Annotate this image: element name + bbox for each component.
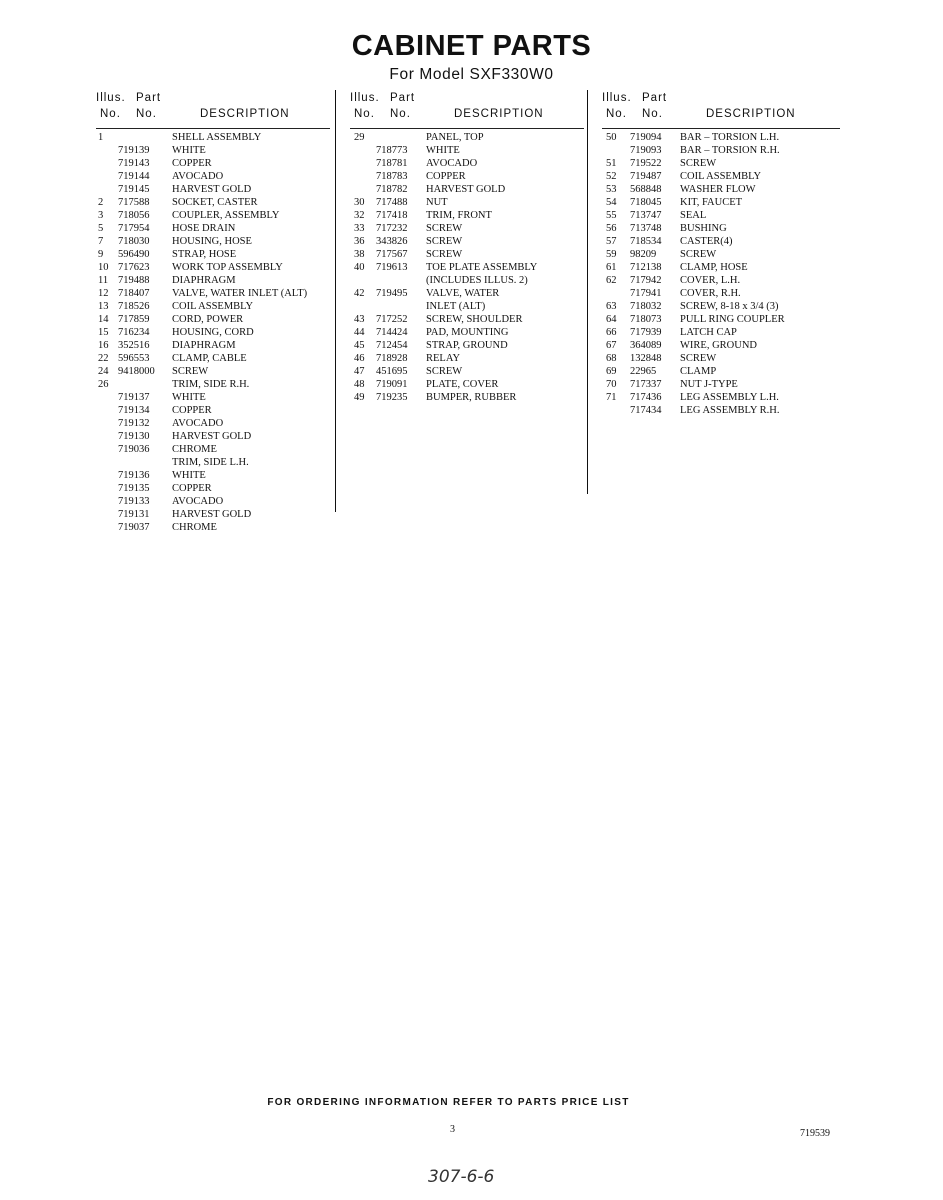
part-description: WHITE — [426, 145, 460, 156]
part-description: LEG ASSEMBLY R.H. — [680, 405, 780, 416]
page-number: 3 — [450, 1124, 455, 1135]
illus-number: 54 — [606, 197, 617, 208]
part-description: HARVEST GOLD — [426, 184, 506, 195]
part-description: COVER, R.H. — [680, 288, 741, 299]
parts-column-3 — [602, 92, 840, 417]
parts-row — [96, 378, 330, 391]
illus-number: 44 — [354, 327, 365, 338]
parts-row — [602, 235, 840, 248]
part-number: 719137 — [118, 392, 150, 403]
illus-number: 1 — [98, 132, 104, 143]
parts-row — [602, 365, 840, 378]
part-number: 718773 — [376, 145, 408, 156]
part-number: 719495 — [376, 288, 408, 299]
part-description: CLAMP, HOSE — [680, 262, 748, 273]
part-number: 568848 — [630, 184, 662, 195]
parts-row — [602, 404, 840, 417]
header-part-label: Part — [390, 92, 416, 104]
part-number: 719094 — [630, 132, 662, 143]
header-illus-no-label: No. — [606, 108, 627, 120]
part-description: COUPLER, ASSEMBLY — [172, 210, 280, 221]
parts-list — [350, 131, 584, 404]
parts-row — [96, 313, 330, 326]
illus-number: 70 — [606, 379, 617, 390]
parts-row — [96, 469, 330, 482]
part-description: COVER, L.H. — [680, 275, 741, 286]
part-description: SOCKET, CASTER — [172, 197, 258, 208]
part-number: 712138 — [630, 262, 662, 273]
illus-number: 68 — [606, 353, 617, 364]
parts-row — [602, 378, 840, 391]
parts-row — [96, 482, 330, 495]
part-number: 718928 — [376, 353, 408, 364]
part-number: 596490 — [118, 249, 150, 260]
parts-row — [602, 196, 840, 209]
part-description: PAD, MOUNTING — [426, 327, 509, 338]
part-number: 132848 — [630, 353, 662, 364]
column-divider-1 — [335, 90, 336, 512]
part-description: WHITE — [172, 392, 206, 403]
header-description-label: DESCRIPTION — [200, 108, 290, 120]
part-number: 718073 — [630, 314, 662, 325]
column-header — [96, 92, 330, 129]
parts-row — [96, 248, 330, 261]
part-description: CLAMP — [680, 366, 717, 377]
parts-row — [350, 300, 584, 313]
column-divider-2 — [587, 90, 588, 494]
part-description: AVOCADO — [426, 158, 478, 169]
part-number: 719131 — [118, 509, 150, 520]
part-description: TRIM, FRONT — [426, 210, 492, 221]
part-number: 22965 — [630, 366, 657, 377]
part-description: COPPER — [172, 405, 212, 416]
illus-number: 15 — [98, 327, 109, 338]
illus-number: 42 — [354, 288, 365, 299]
parts-row — [96, 521, 330, 534]
illus-number: 5 — [98, 223, 104, 234]
illus-number: 26 — [98, 379, 109, 390]
part-number: 717954 — [118, 223, 150, 234]
part-description: BAR – TORSION R.H. — [680, 145, 780, 156]
part-number: 717434 — [630, 405, 662, 416]
part-description: VALVE, WATER INLET (ALT) — [172, 288, 308, 299]
part-description: COPPER — [172, 158, 212, 169]
parts-row — [96, 209, 330, 222]
parts-row — [96, 508, 330, 521]
parts-row — [602, 287, 840, 300]
part-description: VALVE, WATER — [426, 288, 500, 299]
part-description: SCREW — [426, 249, 463, 260]
illus-number: 36 — [354, 236, 365, 247]
part-description: NUT J-TYPE — [680, 379, 738, 390]
part-number: 343826 — [376, 236, 408, 247]
illus-number: 33 — [354, 223, 365, 234]
parts-row — [602, 339, 840, 352]
illus-number: 59 — [606, 249, 617, 260]
part-description: PLATE, COVER — [426, 379, 499, 390]
part-number: 717859 — [118, 314, 150, 325]
header-part-no-label: No. — [136, 108, 157, 120]
part-number: 718534 — [630, 236, 662, 247]
part-number: 717418 — [376, 210, 408, 221]
part-number: 717337 — [630, 379, 662, 390]
illus-number: 63 — [606, 301, 617, 312]
illus-number: 3 — [98, 210, 104, 221]
header-description-label: DESCRIPTION — [454, 108, 544, 120]
parts-row — [602, 391, 840, 404]
part-number: 712454 — [376, 340, 408, 351]
part-description: TRIM, SIDE R.H. — [172, 379, 250, 390]
part-description: SHELL ASSEMBLY — [172, 132, 262, 143]
parts-row — [350, 261, 584, 274]
column-header — [350, 92, 584, 129]
parts-row — [96, 157, 330, 170]
part-description: WORK TOP ASSEMBLY — [172, 262, 283, 273]
part-number: 717252 — [376, 314, 408, 325]
part-description: CHROME — [172, 522, 217, 533]
part-number: 719130 — [118, 431, 150, 442]
header-description-label: DESCRIPTION — [706, 108, 796, 120]
part-description: HOUSING, CORD — [172, 327, 254, 338]
part-description: AVOCADO — [172, 171, 224, 182]
part-description: HOUSING, HOSE — [172, 236, 252, 247]
ordering-info-footer: FOR ORDERING INFORMATION REFER TO PARTS PRICE LIST — [267, 1097, 630, 1108]
parts-row — [350, 365, 584, 378]
parts-row — [96, 365, 330, 378]
illus-number: 10 — [98, 262, 109, 273]
parts-row — [602, 157, 840, 170]
part-number: 718526 — [118, 301, 150, 312]
parts-row — [602, 170, 840, 183]
part-description: AVOCADO — [172, 496, 224, 507]
parts-row — [96, 261, 330, 274]
illus-number: 2 — [98, 197, 104, 208]
illus-number: 46 — [354, 353, 365, 364]
part-number: 596553 — [118, 353, 150, 364]
parts-column-1 — [96, 92, 330, 534]
part-number: 719135 — [118, 483, 150, 494]
parts-row — [96, 144, 330, 157]
parts-row — [96, 430, 330, 443]
part-description: PULL RING COUPLER — [680, 314, 785, 325]
parts-row — [96, 235, 330, 248]
part-number: 717232 — [376, 223, 408, 234]
part-description: HARVEST GOLD — [172, 431, 252, 442]
part-number: 717939 — [630, 327, 662, 338]
illus-number: 51 — [606, 158, 617, 169]
parts-row — [350, 378, 584, 391]
illus-number: 53 — [606, 184, 617, 195]
part-description: BUSHING — [680, 223, 727, 234]
parts-row — [350, 326, 584, 339]
illus-number: 16 — [98, 340, 109, 351]
illus-number: 43 — [354, 314, 365, 325]
part-description: HARVEST GOLD — [172, 184, 252, 195]
part-number: 713748 — [630, 223, 662, 234]
part-description: LEG ASSEMBLY L.H. — [680, 392, 779, 403]
parts-row — [96, 300, 330, 313]
parts-row — [602, 313, 840, 326]
part-number: 716234 — [118, 327, 150, 338]
illus-number: 7 — [98, 236, 104, 247]
parts-row — [602, 144, 840, 157]
parts-row — [96, 170, 330, 183]
parts-row — [96, 274, 330, 287]
part-number: 719134 — [118, 405, 150, 416]
illus-number: 38 — [354, 249, 365, 260]
header-part-no-label: No. — [642, 108, 663, 120]
part-description: CLAMP, CABLE — [172, 353, 247, 364]
header-part-no-label: No. — [390, 108, 411, 120]
illus-number: 67 — [606, 340, 617, 351]
part-description: LATCH CAP — [680, 327, 737, 338]
part-description: CHROME — [172, 444, 217, 455]
parts-row — [350, 339, 584, 352]
illus-number: 9 — [98, 249, 104, 260]
header-illus-label: Illus. — [350, 92, 380, 104]
parts-row — [96, 196, 330, 209]
illus-number: 50 — [606, 132, 617, 143]
illus-number: 64 — [606, 314, 617, 325]
parts-column-2 — [350, 92, 584, 404]
parts-row — [350, 170, 584, 183]
parts-row — [96, 287, 330, 300]
parts-row — [350, 248, 584, 261]
part-number: 719487 — [630, 171, 662, 182]
part-description: CASTER(4) — [680, 236, 733, 247]
illus-number: 24 — [98, 366, 109, 377]
part-number: 719091 — [376, 379, 408, 390]
illus-number: 40 — [354, 262, 365, 273]
part-description: SCREW — [172, 366, 209, 377]
part-description: BAR – TORSION L.H. — [680, 132, 780, 143]
part-description: TOE PLATE ASSEMBLY — [426, 262, 538, 273]
illus-number: 52 — [606, 171, 617, 182]
part-description: HOSE DRAIN — [172, 223, 236, 234]
part-description: SCREW, 8-18 x 3/4 (3) — [680, 301, 779, 312]
part-number: 98209 — [630, 249, 657, 260]
parts-row — [602, 222, 840, 235]
part-number: 718781 — [376, 158, 408, 169]
part-description: WHITE — [172, 470, 206, 481]
parts-row — [350, 391, 584, 404]
part-number: 719093 — [630, 145, 662, 156]
part-description: DIAPHRAGM — [172, 275, 236, 286]
parts-row — [350, 209, 584, 222]
part-description: PANEL, TOP — [426, 132, 484, 143]
illus-number: 29 — [354, 132, 365, 143]
parts-row — [96, 391, 330, 404]
parts-row — [96, 339, 330, 352]
part-number: 719133 — [118, 496, 150, 507]
column-header — [602, 92, 840, 129]
illus-number: 45 — [354, 340, 365, 351]
parts-row — [350, 157, 584, 170]
parts-row — [350, 274, 584, 287]
part-description: SCREW — [426, 366, 463, 377]
parts-row — [602, 209, 840, 222]
parts-row — [602, 261, 840, 274]
part-description: STRAP, GROUND — [426, 340, 508, 351]
header-part-label: Part — [136, 92, 162, 104]
part-number: 717941 — [630, 288, 662, 299]
part-number: 719613 — [376, 262, 408, 273]
illus-number: 56 — [606, 223, 617, 234]
parts-row — [350, 352, 584, 365]
parts-row — [96, 404, 330, 417]
part-number: 719145 — [118, 184, 150, 195]
part-description: RELAY — [426, 353, 461, 364]
part-number: 717623 — [118, 262, 150, 273]
part-description: (INCLUDES ILLUS. 2) — [426, 275, 528, 286]
parts-row — [96, 417, 330, 430]
illus-number: 49 — [354, 392, 365, 403]
illus-number: 62 — [606, 275, 617, 286]
illus-number: 48 — [354, 379, 365, 390]
part-number: 717942 — [630, 275, 662, 286]
parts-row — [96, 183, 330, 196]
illus-number: 61 — [606, 262, 617, 273]
part-number: 719235 — [376, 392, 408, 403]
part-number: 364089 — [630, 340, 662, 351]
part-description: INLET (ALT) — [426, 301, 486, 312]
part-number: 718056 — [118, 210, 150, 221]
part-description: WIRE, GROUND — [680, 340, 757, 351]
part-number: 719036 — [118, 444, 150, 455]
header-part-label: Part — [642, 92, 668, 104]
part-number: 719522 — [630, 158, 662, 169]
part-number: 718782 — [376, 184, 408, 195]
page-title: CABINET PARTS — [351, 30, 592, 62]
part-number: 718783 — [376, 171, 408, 182]
part-description: WHITE — [172, 145, 206, 156]
illus-number: 71 — [606, 392, 617, 403]
header-illus-label: Illus. — [602, 92, 632, 104]
illus-number: 57 — [606, 236, 617, 247]
part-number: 719037 — [118, 522, 150, 533]
parts-row — [96, 456, 330, 469]
part-number: 719132 — [118, 418, 150, 429]
header-illus-label: Illus. — [96, 92, 126, 104]
model-subtitle: For Model SXF330W0 — [389, 66, 554, 83]
illus-number: 13 — [98, 301, 109, 312]
part-number: 719143 — [118, 158, 150, 169]
parts-row — [350, 313, 584, 326]
parts-row — [350, 222, 584, 235]
illus-number: 47 — [354, 366, 365, 377]
parts-row — [602, 300, 840, 313]
part-description: HARVEST GOLD — [172, 509, 252, 520]
part-number: 717588 — [118, 197, 150, 208]
part-number: 717436 — [630, 392, 662, 403]
part-description: SCREW — [426, 236, 463, 247]
illus-number: 22 — [98, 353, 109, 364]
part-number: 451695 — [376, 366, 408, 377]
parts-row — [96, 443, 330, 456]
part-description: SEAL — [680, 210, 707, 221]
parts-row — [350, 131, 584, 144]
part-description: SCREW — [680, 158, 717, 169]
parts-row — [350, 183, 584, 196]
parts-row — [602, 248, 840, 261]
part-number: 718045 — [630, 197, 662, 208]
part-description: WASHER FLOW — [680, 184, 756, 195]
part-description: SCREW, SHOULDER — [426, 314, 523, 325]
parts-row — [350, 196, 584, 209]
part-description: SCREW — [426, 223, 463, 234]
parts-row — [602, 326, 840, 339]
parts-row — [96, 131, 330, 144]
parts-list — [96, 131, 330, 534]
illus-number: 12 — [98, 288, 109, 299]
part-number: 717567 — [376, 249, 408, 260]
part-description: SCREW — [680, 249, 717, 260]
part-description: AVOCADO — [172, 418, 224, 429]
part-description: COIL ASSEMBLY — [172, 301, 254, 312]
part-description: KIT, FAUCET — [680, 197, 743, 208]
part-number: 352516 — [118, 340, 150, 351]
illus-number: 14 — [98, 314, 109, 325]
illus-number: 55 — [606, 210, 617, 221]
part-number: 713747 — [630, 210, 662, 221]
parts-row — [96, 495, 330, 508]
part-number: 719136 — [118, 470, 150, 481]
parts-row — [350, 235, 584, 248]
header-illus-no-label: No. — [354, 108, 375, 120]
part-description: STRAP, HOSE — [172, 249, 237, 260]
illus-number: 11 — [98, 275, 109, 286]
part-description: DIAPHRAGM — [172, 340, 236, 351]
part-number: 719139 — [118, 145, 150, 156]
part-number: 717488 — [376, 197, 408, 208]
part-number: 718030 — [118, 236, 150, 247]
illus-number: 32 — [354, 210, 365, 221]
illus-number: 30 — [354, 197, 365, 208]
handwritten-note: 307-6-6 — [428, 1167, 495, 1187]
document-number: 719539 — [800, 1128, 830, 1139]
part-description: NUT — [426, 197, 448, 208]
part-description: COPPER — [426, 171, 466, 182]
part-number: 719488 — [118, 275, 150, 286]
part-description: CORD, POWER — [172, 314, 244, 325]
parts-row — [350, 287, 584, 300]
parts-row — [96, 326, 330, 339]
parts-row — [96, 352, 330, 365]
parts-row — [96, 222, 330, 235]
illus-number: 69 — [606, 366, 617, 377]
parts-row — [350, 144, 584, 157]
header-illus-no-label: No. — [100, 108, 121, 120]
part-description: SCREW — [680, 353, 717, 364]
parts-row — [602, 183, 840, 196]
part-number: 9418000 — [118, 366, 155, 377]
part-description: COPPER — [172, 483, 212, 494]
parts-list — [602, 131, 840, 417]
illus-number: 66 — [606, 327, 617, 338]
part-number: 714424 — [376, 327, 408, 338]
parts-row — [602, 274, 840, 287]
part-description: TRIM, SIDE L.H. — [172, 457, 249, 468]
part-description: BUMPER, RUBBER — [426, 392, 517, 403]
part-description: COIL ASSEMBLY — [680, 171, 762, 182]
parts-row — [602, 352, 840, 365]
part-number: 718407 — [118, 288, 150, 299]
part-number: 719144 — [118, 171, 150, 182]
parts-row — [602, 131, 840, 144]
part-number: 718032 — [630, 301, 662, 312]
